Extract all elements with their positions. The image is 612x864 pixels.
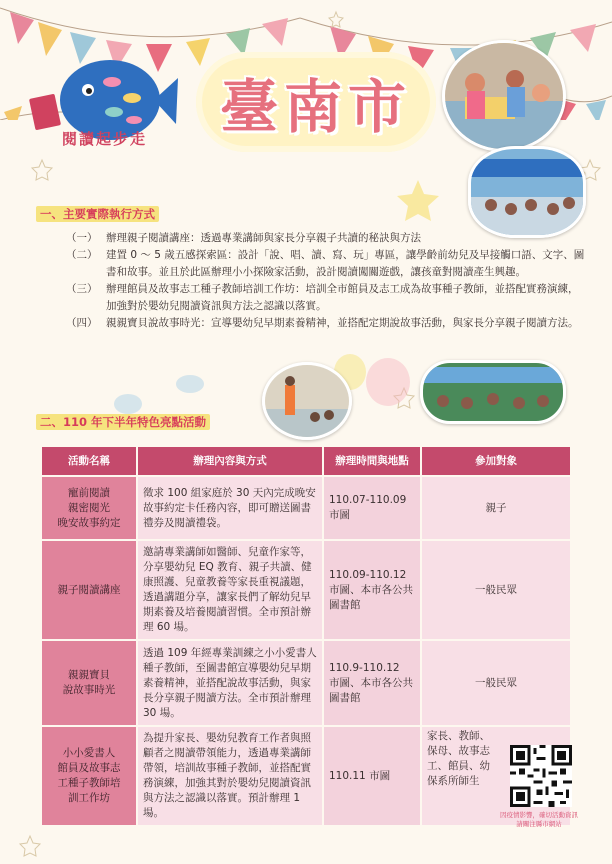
activity-desc: 邀請專業講師如醫師、兒童作家等，分享嬰幼兒 EQ 教育、親子共讀、健康照護、兒童教養等家長重視議題，透過講題分享，讓家長們了解幼兒早期素養及培養閱讀習慣。全市預計辦理 60 場。 [137,540,323,640]
item-number: （一） [66,232,98,244]
photo-library-storytime [468,146,586,238]
activity-target: 一般民眾 [421,540,571,640]
item-number: （四） [66,317,98,329]
list-item [66,247,586,281]
activity-name: 寵前閱讀 親密閱光 晚安故事約定 [41,476,137,540]
method-list [66,230,586,332]
item-text: 建置 0 ～ 5 歲五感探索區：設計「說、唱、讀、寫、玩」專區，讓學齡前幼兒及早接觸口語、文字、圖書和故事。並且於此區辦理小小探險家活動，設計閱讀闖關遊戲，讓孩童對閱讀產生興趣。 [106,249,585,278]
activity-desc: 為提升家長、嬰幼兒教育工作者與照顧者之閱讀帶領能力，透過專業講師帶領，培訓故事種子教師，並搭配實務演練，加強其對於嬰幼兒閱讀資訊與方法之認識以落實。預計辦理 1 場。 [137,726,323,826]
photo-group-event [420,360,566,424]
column-header: 辦理內容與方式 [137,446,323,476]
activity-name: 小小愛書人 館員及故事志 工種子教師培 訓工作坊 [41,726,137,826]
item-text: 辦理館員及故事志工種子教師培訓工作坊：培訓全市館員及志工成為故事種子教師，並搭配實務演練，加強對於嬰幼兒閱讀資訊與方法之認識以落實。 [106,283,579,312]
activity-desc: 徵求 100 組家庭於 30 天內完成晚安故事約定卡任務內容，即可贈送圖書禮券及閱讀禮袋。 [137,476,323,540]
activity-time: 110.9-110.12 市圖、本市各公共圖書館 [323,640,421,726]
city-title-text: 臺南市 [219,73,412,141]
activity-target: 親子 [421,476,571,540]
activity-time: 110.11 市圖 [323,726,421,826]
city-title [196,52,436,152]
list-item [66,281,586,315]
column-header: 活動名稱 [41,446,137,476]
logo-text: 閱讀起步走 [62,130,148,148]
item-text: 親親寶貝說故事時光：宣導嬰幼兒早期素養精神，並搭配定期說故事活動，與家長分享親子閱讀方法。 [106,317,579,329]
activity-name: 親子閱讀講座 [41,540,137,640]
qr-note: 因疫情影響，確切活動資訊請關注縣市網站 [500,811,578,828]
table-row [41,540,571,640]
qr-code-icon[interactable] [510,745,572,807]
activity-name: 親親寶貝 說故事時光 [41,640,137,726]
list-item [66,230,586,247]
activity-desc: 透過 109 年經專業訓練之小小愛書人種子教師，至圖書館宣導嬰幼兒早期素養精神，並搭配說故事活動，與家長分享親子閱讀方法。全市預計辦理 30 場。 [137,640,323,726]
item-number: （三） [66,283,98,295]
activity-time: 110.09-110.12 市圖、本市各公共圖書館 [323,540,421,640]
item-text: 辦理親子閱讀講座：透過專業講師與家長分享親子共讀的秘訣與方法 [106,232,421,244]
events-table [40,445,572,827]
table-header-row [41,446,571,476]
table-row [41,476,571,540]
section-1-heading: 一、主要實際執行方式 [36,206,159,222]
activity-target: 一般民眾 [421,640,571,726]
activity-target: 家長、教師、保母、故事志工、館員、幼保系所師生 [421,726,571,826]
column-header: 辦理時間與地點 [323,446,421,476]
table-row [41,640,571,726]
section-2-heading: 二、110 年下半年特色亮點活動 [36,414,210,430]
photo-teacher-reading [262,362,352,440]
activity-time: 110.07-110.09 市圖 [323,476,421,540]
column-header: 參加對象 [421,446,571,476]
photo-children-play [442,40,566,152]
table-row [41,726,571,826]
list-item [66,315,586,332]
item-number: （二） [66,249,98,261]
